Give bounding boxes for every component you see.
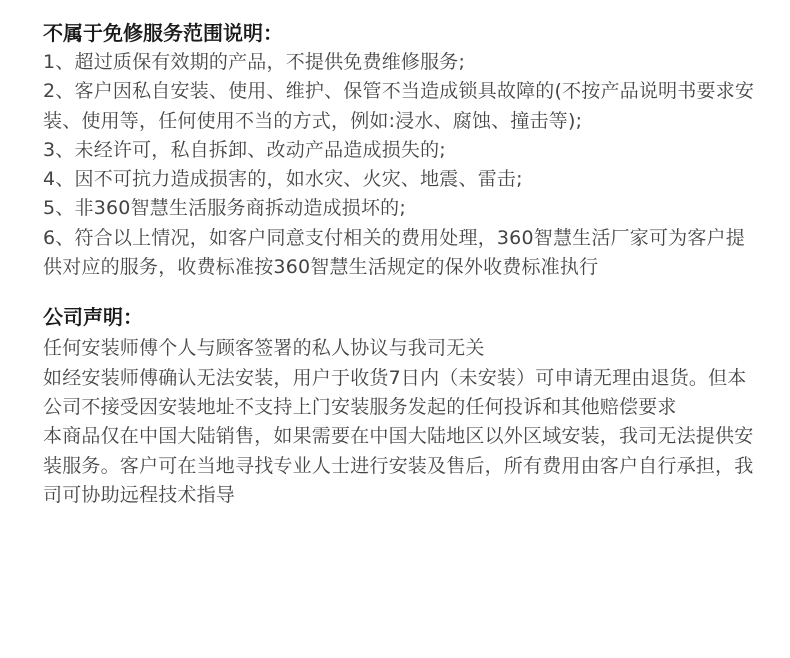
statement-item-3: 本商品仅在中国大陆销售，如果需要在中国大陆地区以外区域安装，我司无法提供安装服务。客户可在当地寻找专业人士进行安装及售后，所有费用由客户自行承担，我司可协助远程技术指导 (43, 425, 754, 506)
exclusion-item-3: 3、未经许可，私自拆卸、改动产品造成损失的; (43, 138, 446, 161)
statement-title: 公司声明： (43, 305, 143, 330)
exclusion-item-6: 6、符合以上情况，如客户同意支付相关的费用处理，360智慧生活厂家可为客户提供对应的服务，收费标准按360智慧生活规定的保外收费标准执行 (43, 226, 745, 279)
statement-item-2: 如经安装师傅确认无法安装，用户于收货7日内（未安装）可申请无理由退货。但本公司不接受因安装地址不支持上门安装服务发起的任何投诉和其他赔偿要求 (43, 366, 747, 418)
exclusion-item-4: 4、因不可抗力造成损害的，如水灾、火灾、地震、雷击; (43, 168, 523, 191)
exclusion-title: 不属于免修服务范围说明： (43, 21, 283, 45)
statement-section (43, 302, 763, 510)
exclusion-item-1: 1、超过质保有效期的产品，不提供免费维修服务; (43, 51, 466, 73)
statement-item-1: 任何安装师傅个人与顾客签署的私人协议与我司无关 (43, 337, 485, 360)
page-content (43, 18, 763, 510)
exclusion-item-5: 5、非360智慧生活服务商拆动造成损坏的; (43, 197, 406, 220)
exclusion-section (43, 18, 763, 282)
exclusion-item-2: 2、客户因私自安装、使用、维护、保管不当造成锁具故障的(不按产品说明书要求安装、使用等，任何使用不当的方式，例如:浸水、腐蚀、撞击等); (43, 80, 755, 132)
